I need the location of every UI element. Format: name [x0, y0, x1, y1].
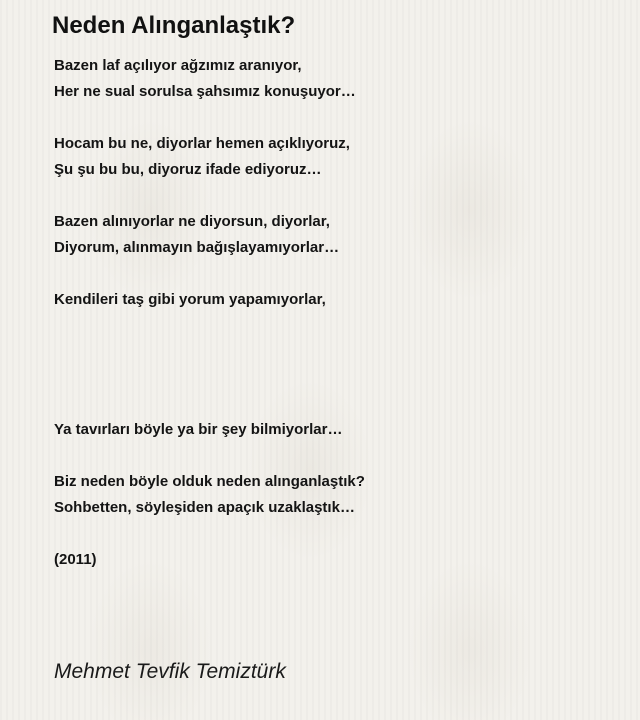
stanza-3 [54, 209, 614, 261]
poem-line: Hocam bu ne, diyorlar hemen açıklıyoruz, [54, 135, 350, 152]
poem-body [54, 53, 614, 599]
poem-line: Kendileri taş gibi yorum yapamıyorlar, [54, 291, 326, 308]
poem-line: Sohbetten, söyleşiden apaçık uzaklaştık… [54, 499, 355, 516]
poem-line: Ya tavırları böyle ya bir şey bilmiyorlar… [54, 421, 343, 438]
poem-year [54, 547, 614, 573]
stanza-4 [54, 287, 614, 313]
poem-line: Bazen laf açılıyor ağzımız aranıyor, [54, 57, 302, 74]
poem-line: Biz neden böyle olduk neden alınganlaştık? [54, 473, 365, 490]
stanza-1 [54, 53, 614, 105]
poem-line: Şu şu bu bu, diyoruz ifade ediyoruz… [54, 161, 322, 178]
poem-title: Neden Alınganlaştık? [52, 12, 296, 39]
stanza-2 [54, 131, 614, 183]
stanza-5 [54, 417, 614, 443]
poem-author: Mehmet Tevfik Temiztürk [54, 660, 286, 683]
poem-line: Bazen alınıyorlar ne diyorsun, diyorlar, [54, 213, 330, 230]
stanza-6 [54, 469, 614, 521]
poem-date: (2011) [54, 551, 97, 568]
poem-line: Diyorum, alınmayın bağışlayamıyorlar… [54, 239, 340, 256]
poem-line: Her ne sual sorulsa şahsımız konuşuyor… [54, 83, 356, 100]
